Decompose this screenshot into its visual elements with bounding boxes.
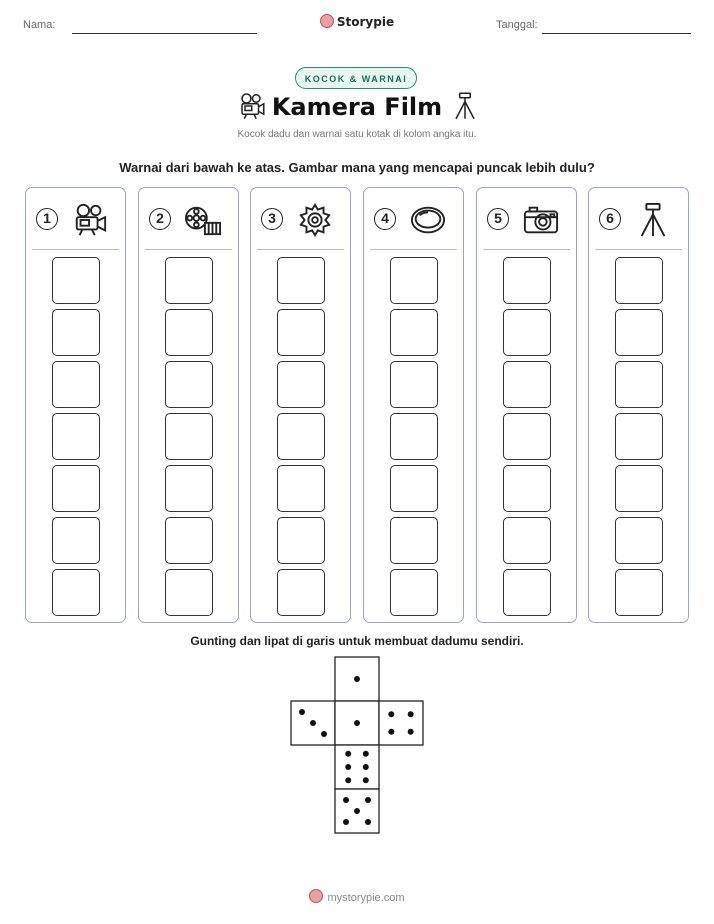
column-number: 1 bbox=[36, 208, 58, 230]
dice-pip bbox=[345, 751, 351, 757]
footer-url: mystorypie.com bbox=[327, 892, 405, 904]
dice-face-6 bbox=[335, 789, 379, 833]
dice-pip bbox=[354, 676, 360, 682]
column-number: 2 bbox=[149, 208, 171, 230]
date-label: Tanggal: bbox=[496, 19, 538, 31]
name-label: Nama: bbox=[23, 19, 56, 31]
dice-pip bbox=[354, 720, 360, 726]
dice-pip bbox=[310, 720, 316, 726]
dice-face-1 bbox=[335, 657, 379, 701]
subtitle: Kocok dadu dan warnai satu kotak di kolom angka itu. bbox=[237, 129, 477, 140]
dice-face-3 bbox=[335, 701, 379, 745]
dice-pip bbox=[363, 777, 369, 783]
dice-pip bbox=[408, 729, 414, 735]
dice-pip bbox=[345, 764, 351, 770]
dice-pip bbox=[363, 764, 369, 770]
dice-pip bbox=[345, 777, 351, 783]
dice-face-5 bbox=[335, 745, 379, 789]
cut-instruction: Gunting dan lipat di garis untuk membuat dadumu sendiri. bbox=[190, 634, 524, 648]
column-number: 6 bbox=[599, 208, 621, 230]
dice-pip bbox=[408, 711, 414, 717]
dice-pip bbox=[363, 751, 369, 757]
dice-pip bbox=[388, 729, 394, 735]
bear-logo-icon bbox=[309, 889, 323, 903]
column-number: 4 bbox=[374, 208, 396, 230]
page-title: Kamera Film bbox=[271, 93, 443, 121]
dice-pip bbox=[354, 808, 360, 814]
dice-pip bbox=[343, 819, 349, 825]
dice-pip bbox=[388, 711, 394, 717]
instruction: Warnai dari bawah ke atas. Gambar mana yang mencapai puncak lebih dulu? bbox=[119, 160, 595, 175]
brand-name: Storypie bbox=[336, 15, 395, 29]
column-number: 3 bbox=[261, 208, 283, 230]
dice-face-4 bbox=[379, 701, 423, 745]
dice-pip bbox=[343, 797, 349, 803]
dice-pip bbox=[321, 731, 327, 737]
footer bbox=[0, 889, 714, 904]
dice-pip bbox=[299, 709, 305, 715]
category-badge: KOCOK & WARNAI bbox=[295, 67, 417, 89]
dice-face-2 bbox=[291, 701, 335, 745]
dice-pip bbox=[365, 819, 371, 825]
column-number: 5 bbox=[487, 208, 509, 230]
dice-pip bbox=[365, 797, 371, 803]
